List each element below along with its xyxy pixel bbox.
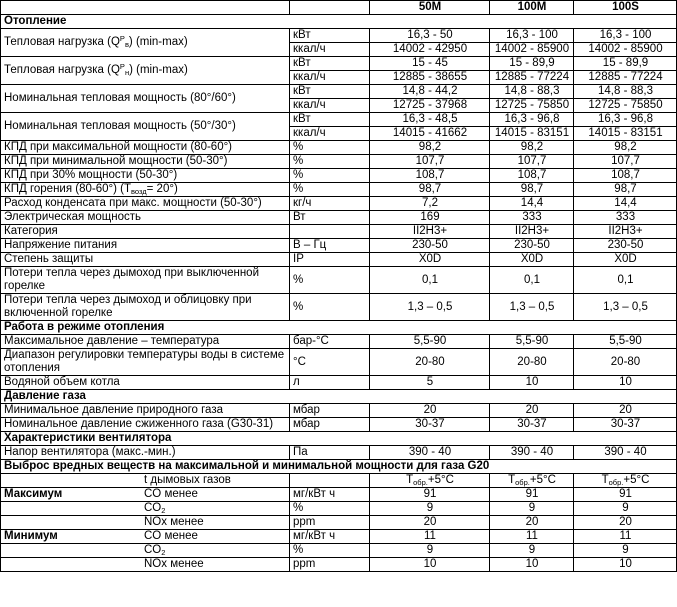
model-header-50m: 50M xyxy=(370,1,490,15)
param-label: Водяной объем котла xyxy=(1,376,290,390)
value-cell: 20 xyxy=(370,404,490,418)
value-cell: 107,7 xyxy=(370,155,490,169)
unit-cell: В – Гц xyxy=(290,239,370,253)
value-cell: 169 xyxy=(370,211,490,225)
subscript-text: возд xyxy=(131,187,147,196)
value-cell: 230-50 xyxy=(574,239,677,253)
unit-cell: % xyxy=(290,169,370,183)
superscript-text: P xyxy=(119,34,125,43)
unit-cell: мбар xyxy=(290,404,370,418)
section-title: Выброс вредных веществ на максимальной и минимальной мощности для газа G20 xyxy=(1,460,677,474)
value-cell: 14015 - 41662 xyxy=(370,127,490,141)
value-cell: 15 - 45 xyxy=(370,57,490,71)
value-cell: 91 xyxy=(370,488,490,502)
param-label: КПД при максимальной мощности (80-60°) xyxy=(1,141,290,155)
text-segment: ) (min-max) xyxy=(128,36,188,48)
value-cell: 390 - 40 xyxy=(574,446,677,460)
param-label xyxy=(1,474,290,488)
value-cell xyxy=(490,474,574,488)
value-cell: 20 xyxy=(574,404,677,418)
value-cell: 9 xyxy=(490,502,574,516)
value-cell: 1,3 – 0,5 xyxy=(370,294,490,321)
param-label: Потери тепла через дымоход и облицовку при включенной горелке xyxy=(1,294,290,321)
value-cell: 98,7 xyxy=(490,183,574,197)
table-row xyxy=(1,294,677,321)
table-row xyxy=(1,85,677,99)
param-label: Напряжение питания xyxy=(1,239,290,253)
unit-cell: кВт xyxy=(290,85,370,99)
value-cell: 12725 - 75850 xyxy=(490,99,574,113)
value-cell: 14015 - 83151 xyxy=(490,127,574,141)
unit-cell: % xyxy=(290,502,370,516)
subscript-text: обр. xyxy=(515,478,530,487)
unit-cell: л xyxy=(290,376,370,390)
value-cell: 15 - 89,9 xyxy=(490,57,574,71)
value-cell: 108,7 xyxy=(490,169,574,183)
value-cell xyxy=(370,474,490,488)
emission-param-label: CO менее xyxy=(144,488,198,500)
unit-cell: кг/ч xyxy=(290,197,370,211)
text-segment: T xyxy=(406,474,414,486)
value-cell: 333 xyxy=(490,211,574,225)
emission-row xyxy=(1,488,677,502)
value-cell: X0D xyxy=(490,253,574,267)
param-label xyxy=(1,488,290,502)
value-cell: 14015 - 83151 xyxy=(574,127,677,141)
table-row xyxy=(1,225,677,239)
unit-cell: % xyxy=(290,544,370,558)
section-title: Давление газа xyxy=(1,390,677,404)
value-cell: 98,7 xyxy=(370,183,490,197)
unit-cell: ppm xyxy=(290,558,370,572)
value-cell: 20-80 xyxy=(370,349,490,376)
emission-param-label: NOx менее xyxy=(144,558,204,570)
param-label: Напор вентилятора (макс.-мин.) xyxy=(1,446,290,460)
model-header-100s: 100S xyxy=(574,1,677,15)
emission-param-label: t дымовых газов xyxy=(144,474,231,486)
param-label: Максимальное давление – температура xyxy=(1,335,290,349)
emission-param-label: CO менее xyxy=(144,530,198,542)
value-cell: 10 xyxy=(490,558,574,572)
group-spacer xyxy=(4,558,144,571)
value-cell: 30-37 xyxy=(490,418,574,432)
emission-row xyxy=(1,530,677,544)
param-label xyxy=(1,516,290,530)
table-row xyxy=(1,404,677,418)
value-cell: 14002 - 85900 xyxy=(574,43,677,57)
value-cell: 20 xyxy=(490,516,574,530)
value-cell: 10 xyxy=(370,558,490,572)
param-label: Потери тепла через дымоход при выключенной горелке xyxy=(1,267,290,294)
table-row xyxy=(1,211,677,225)
unit-cell xyxy=(290,474,370,488)
value-cell: 20 xyxy=(574,516,677,530)
unit-cell: ppm xyxy=(290,516,370,530)
table-row xyxy=(1,197,677,211)
table-row xyxy=(1,183,677,197)
value-cell: 12885 - 77224 xyxy=(574,71,677,85)
table-row xyxy=(1,29,677,43)
value-cell: 230-50 xyxy=(370,239,490,253)
text-segment: +5°C xyxy=(529,474,556,486)
section-title: Работа в режиме отопления xyxy=(1,321,677,335)
value-cell: 9 xyxy=(370,544,490,558)
subscript-text: 2 xyxy=(161,548,166,557)
param-label: Минимальное давление природного газа xyxy=(1,404,290,418)
value-cell: 5,5-90 xyxy=(574,335,677,349)
value-cell: 91 xyxy=(490,488,574,502)
header-blank-cell xyxy=(1,1,290,15)
text-segment: Тепловая нагрузка (Q xyxy=(4,64,120,76)
value-cell: 0,1 xyxy=(490,267,574,294)
value-cell: II2H3+ xyxy=(574,225,677,239)
unit-cell xyxy=(290,225,370,239)
unit-cell: ккал/ч xyxy=(290,99,370,113)
value-cell: 12885 - 77224 xyxy=(490,71,574,85)
unit-cell: Вт xyxy=(290,211,370,225)
emission-row xyxy=(1,544,677,558)
text-segment: Тепловая нагрузка (Q xyxy=(4,36,120,48)
subscript-text: обр. xyxy=(413,478,428,487)
table-row xyxy=(1,253,677,267)
value-cell: 16,3 - 100 xyxy=(574,29,677,43)
value-cell: 14,4 xyxy=(490,197,574,211)
text-segment: CO xyxy=(144,502,162,514)
value-cell: 10 xyxy=(490,376,574,390)
value-cell: II2H3+ xyxy=(370,225,490,239)
value-cell: X0D xyxy=(370,253,490,267)
unit-cell: % xyxy=(290,183,370,197)
value-cell: 390 - 40 xyxy=(490,446,574,460)
emission-row xyxy=(1,558,677,572)
param-label: Диапазон регулировки температуры воды в системе отопления xyxy=(1,349,290,376)
text-segment: ) (min-max) xyxy=(129,64,188,76)
subscript-text: обр. xyxy=(608,478,624,487)
group-spacer xyxy=(4,474,144,487)
emission-param-label xyxy=(144,502,165,515)
value-cell: 14,8 - 44,2 xyxy=(370,85,490,99)
value-cell: 11 xyxy=(574,530,677,544)
table-row xyxy=(1,239,677,253)
text-segment: +5°C xyxy=(623,474,650,486)
value-cell: X0D xyxy=(574,253,677,267)
emission-param-label: NOx менее xyxy=(144,516,204,528)
param-label: КПД при 30% мощности (50-30°) xyxy=(1,169,290,183)
unit-cell: кВт xyxy=(290,29,370,43)
table-row xyxy=(1,418,677,432)
table-row xyxy=(1,57,677,71)
table-row xyxy=(1,169,677,183)
value-cell: 11 xyxy=(370,530,490,544)
value-cell: 30-37 xyxy=(370,418,490,432)
value-cell: 16,3 - 48,5 xyxy=(370,113,490,127)
value-cell: 20-80 xyxy=(574,349,677,376)
section-title: Характеристики вентилятора xyxy=(1,432,677,446)
value-cell: 12725 - 37968 xyxy=(370,99,490,113)
param-label: Электрическая мощность xyxy=(1,211,290,225)
value-cell: 108,7 xyxy=(370,169,490,183)
subscript-text: в xyxy=(124,40,129,49)
value-cell: 1,3 – 0,5 xyxy=(574,294,677,321)
param-label: Номинальная тепловая мощность (50°/30°) xyxy=(1,113,290,141)
value-cell: 5,5-90 xyxy=(490,335,574,349)
unit-cell: бар-°C xyxy=(290,335,370,349)
value-cell: 0,1 xyxy=(370,267,490,294)
value-cell: 98,7 xyxy=(574,183,677,197)
value-cell: 14,8 - 88,3 xyxy=(574,85,677,99)
param-label xyxy=(1,558,290,572)
value-cell: 98,2 xyxy=(490,141,574,155)
value-cell: 11 xyxy=(490,530,574,544)
unit-cell: кВт xyxy=(290,57,370,71)
value-cell: 0,1 xyxy=(574,267,677,294)
section-row xyxy=(1,321,677,335)
param-label xyxy=(1,544,290,558)
header-blank-cell xyxy=(290,1,370,15)
value-cell: 14,4 xyxy=(574,197,677,211)
value-cell: 16,3 - 100 xyxy=(490,29,574,43)
subscript-text: 2 xyxy=(161,506,166,515)
unit-cell: ккал/ч xyxy=(290,71,370,85)
table-row xyxy=(1,446,677,460)
superscript-text: P xyxy=(119,62,125,71)
unit-cell: мг/кВт ч xyxy=(290,530,370,544)
text-segment: +5°C xyxy=(427,474,454,486)
section-row xyxy=(1,432,677,446)
emission-param-label xyxy=(144,544,165,557)
unit-cell: % xyxy=(290,155,370,169)
group-spacer xyxy=(4,502,144,515)
model-header-100m: 100M xyxy=(490,1,574,15)
value-cell: 9 xyxy=(574,544,677,558)
unit-cell: °C xyxy=(290,349,370,376)
table-row xyxy=(1,267,677,294)
unit-cell: IP xyxy=(290,253,370,267)
unit-cell: % xyxy=(290,267,370,294)
unit-cell: % xyxy=(290,294,370,321)
param-label: Номинальная тепловая мощность (80°/60°) xyxy=(1,85,290,113)
group-spacer xyxy=(4,516,144,529)
section-row xyxy=(1,390,677,404)
value-cell: 230-50 xyxy=(490,239,574,253)
value-cell: 91 xyxy=(574,488,677,502)
value-cell: 16,3 - 96,8 xyxy=(574,113,677,127)
subscript-text: н xyxy=(124,68,130,77)
param-label: Расход конденсата при макс. мощности (50-30°) xyxy=(1,197,290,211)
value-cell: II2H3+ xyxy=(490,225,574,239)
text-segment: T xyxy=(601,474,609,486)
emission-group-label: Максимум xyxy=(4,488,63,500)
value-cell: 20 xyxy=(490,404,574,418)
value-cell: 390 - 40 xyxy=(370,446,490,460)
value-cell: 107,7 xyxy=(490,155,574,169)
section-row xyxy=(1,460,677,474)
unit-cell: мбар xyxy=(290,418,370,432)
unit-cell: % xyxy=(290,141,370,155)
value-cell: 1,3 – 0,5 xyxy=(490,294,574,321)
header-row xyxy=(1,1,677,15)
value-cell: 12725 - 75850 xyxy=(574,99,677,113)
spec-table-body xyxy=(1,1,677,572)
emission-group-label: Минимум xyxy=(4,530,58,542)
section-row xyxy=(1,15,677,29)
text-segment: CO xyxy=(144,544,162,556)
emission-row xyxy=(1,502,677,516)
text-segment: = 20°) xyxy=(146,183,178,195)
emission-row xyxy=(1,474,677,488)
value-cell: 333 xyxy=(574,211,677,225)
table-row xyxy=(1,113,677,127)
table-row xyxy=(1,349,677,376)
param-label: Категория xyxy=(1,225,290,239)
value-cell: 5,5-90 xyxy=(370,335,490,349)
param-label xyxy=(1,502,290,516)
value-cell: 14002 - 42950 xyxy=(370,43,490,57)
value-cell: 15 - 89,9 xyxy=(574,57,677,71)
param-label: КПД при минимальной мощности (50-30°) xyxy=(1,155,290,169)
unit-cell: ккал/ч xyxy=(290,43,370,57)
value-cell: 10 xyxy=(574,376,677,390)
unit-cell: ккал/ч xyxy=(290,127,370,141)
group-spacer xyxy=(4,544,144,557)
value-cell: 9 xyxy=(490,544,574,558)
value-cell: 12885 - 38655 xyxy=(370,71,490,85)
value-cell: 20-80 xyxy=(490,349,574,376)
value-cell: 107,7 xyxy=(574,155,677,169)
param-label xyxy=(1,183,290,197)
param-label: Номинальное давление сжиженного газа (G30-31) xyxy=(1,418,290,432)
table-row xyxy=(1,155,677,169)
table-row xyxy=(1,376,677,390)
emission-row xyxy=(1,516,677,530)
value-cell: 20 xyxy=(370,516,490,530)
unit-cell: мг/кВт ч xyxy=(290,488,370,502)
param-label xyxy=(1,29,290,57)
value-cell: 98,2 xyxy=(574,141,677,155)
unit-cell: Па xyxy=(290,446,370,460)
value-cell: 16,3 - 50 xyxy=(370,29,490,43)
text-segment: КПД горения (80-60°) (T xyxy=(4,183,131,195)
text-segment: T xyxy=(508,474,516,486)
value-cell: 10 xyxy=(574,558,677,572)
value-cell: 14002 - 85900 xyxy=(490,43,574,57)
param-label: Степень защиты xyxy=(1,253,290,267)
value-cell: 9 xyxy=(574,502,677,516)
param-label xyxy=(1,530,290,544)
value-cell: 7,2 xyxy=(370,197,490,211)
unit-cell: кВт xyxy=(290,113,370,127)
value-cell: 16,3 - 96,8 xyxy=(490,113,574,127)
value-cell: 9 xyxy=(370,502,490,516)
table-row xyxy=(1,141,677,155)
section-title: Отопление xyxy=(1,15,677,29)
value-cell xyxy=(574,474,677,488)
value-cell: 98,2 xyxy=(370,141,490,155)
value-cell: 30-37 xyxy=(574,418,677,432)
table-row xyxy=(1,335,677,349)
param-label xyxy=(1,57,290,85)
value-cell: 14,8 - 88,3 xyxy=(490,85,574,99)
value-cell: 5 xyxy=(370,376,490,390)
value-cell: 108,7 xyxy=(574,169,677,183)
